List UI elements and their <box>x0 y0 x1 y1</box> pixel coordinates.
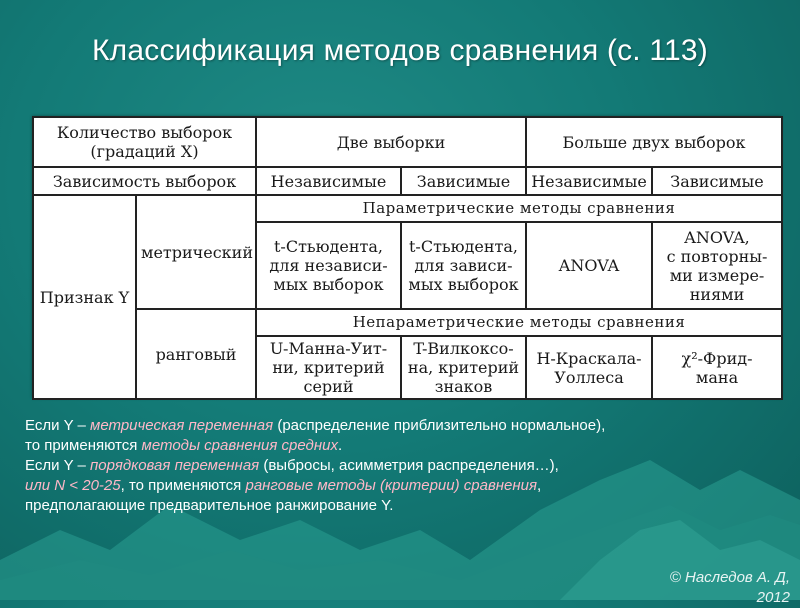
explanation-note: Если Y – метрическая переменная (распределение приблизительно нормальное), то применяются методы сравнения средних. Если Y – порядковая переменная (выбросы, асимметрия распределения…), или N < 20-25, то применяются ранговые методы (критерии) сравнения, предполагающие предварительное ранжирование Y. <box>25 417 606 514</box>
header-sample-count: Количество выборок (градаций X) <box>33 117 256 167</box>
methods-table <box>32 116 781 398</box>
method-cell: U-Манна-Уит- ни, критерий серий <box>256 336 401 399</box>
copyright-text: © Наследов А. Д, 2012 <box>669 569 790 606</box>
method-cell: χ²-Фрид- мана <box>652 336 782 399</box>
method-cell: ANOVA <box>526 222 652 309</box>
header-dependence: Зависимость выборок <box>33 167 256 195</box>
slide-title: Классификация методов сравнения (с. 113) <box>92 34 708 67</box>
method-cell: t-Стьюдента, для зависи- мых выборок <box>401 222 526 309</box>
nonparametric-header: Непараметрические методы сравнения <box>256 309 782 336</box>
feature-y-label: Признак Y <box>33 195 136 399</box>
header-more-samples: Больше двух выборок <box>526 117 782 167</box>
header-dependent: Зависимые <box>401 167 526 195</box>
header-dependent: Зависимые <box>652 167 782 195</box>
method-cell: T-Вилкоксо- на, критерий знаков <box>401 336 526 399</box>
metric-label: метрический <box>136 195 256 309</box>
rank-label: ранговый <box>136 309 256 399</box>
header-independent: Независимые <box>526 167 652 195</box>
header-independent: Независимые <box>256 167 401 195</box>
parametric-header: Параметрические методы сравнения <box>256 195 782 222</box>
method-cell: t-Стьюдента, для независи- мых выборок <box>256 222 401 309</box>
method-cell: H-Краскала- Уоллеса <box>526 336 652 399</box>
header-two-samples: Две выборки <box>256 117 526 167</box>
method-cell: ANOVA, с повторны- ми измере- ниями <box>652 222 782 309</box>
